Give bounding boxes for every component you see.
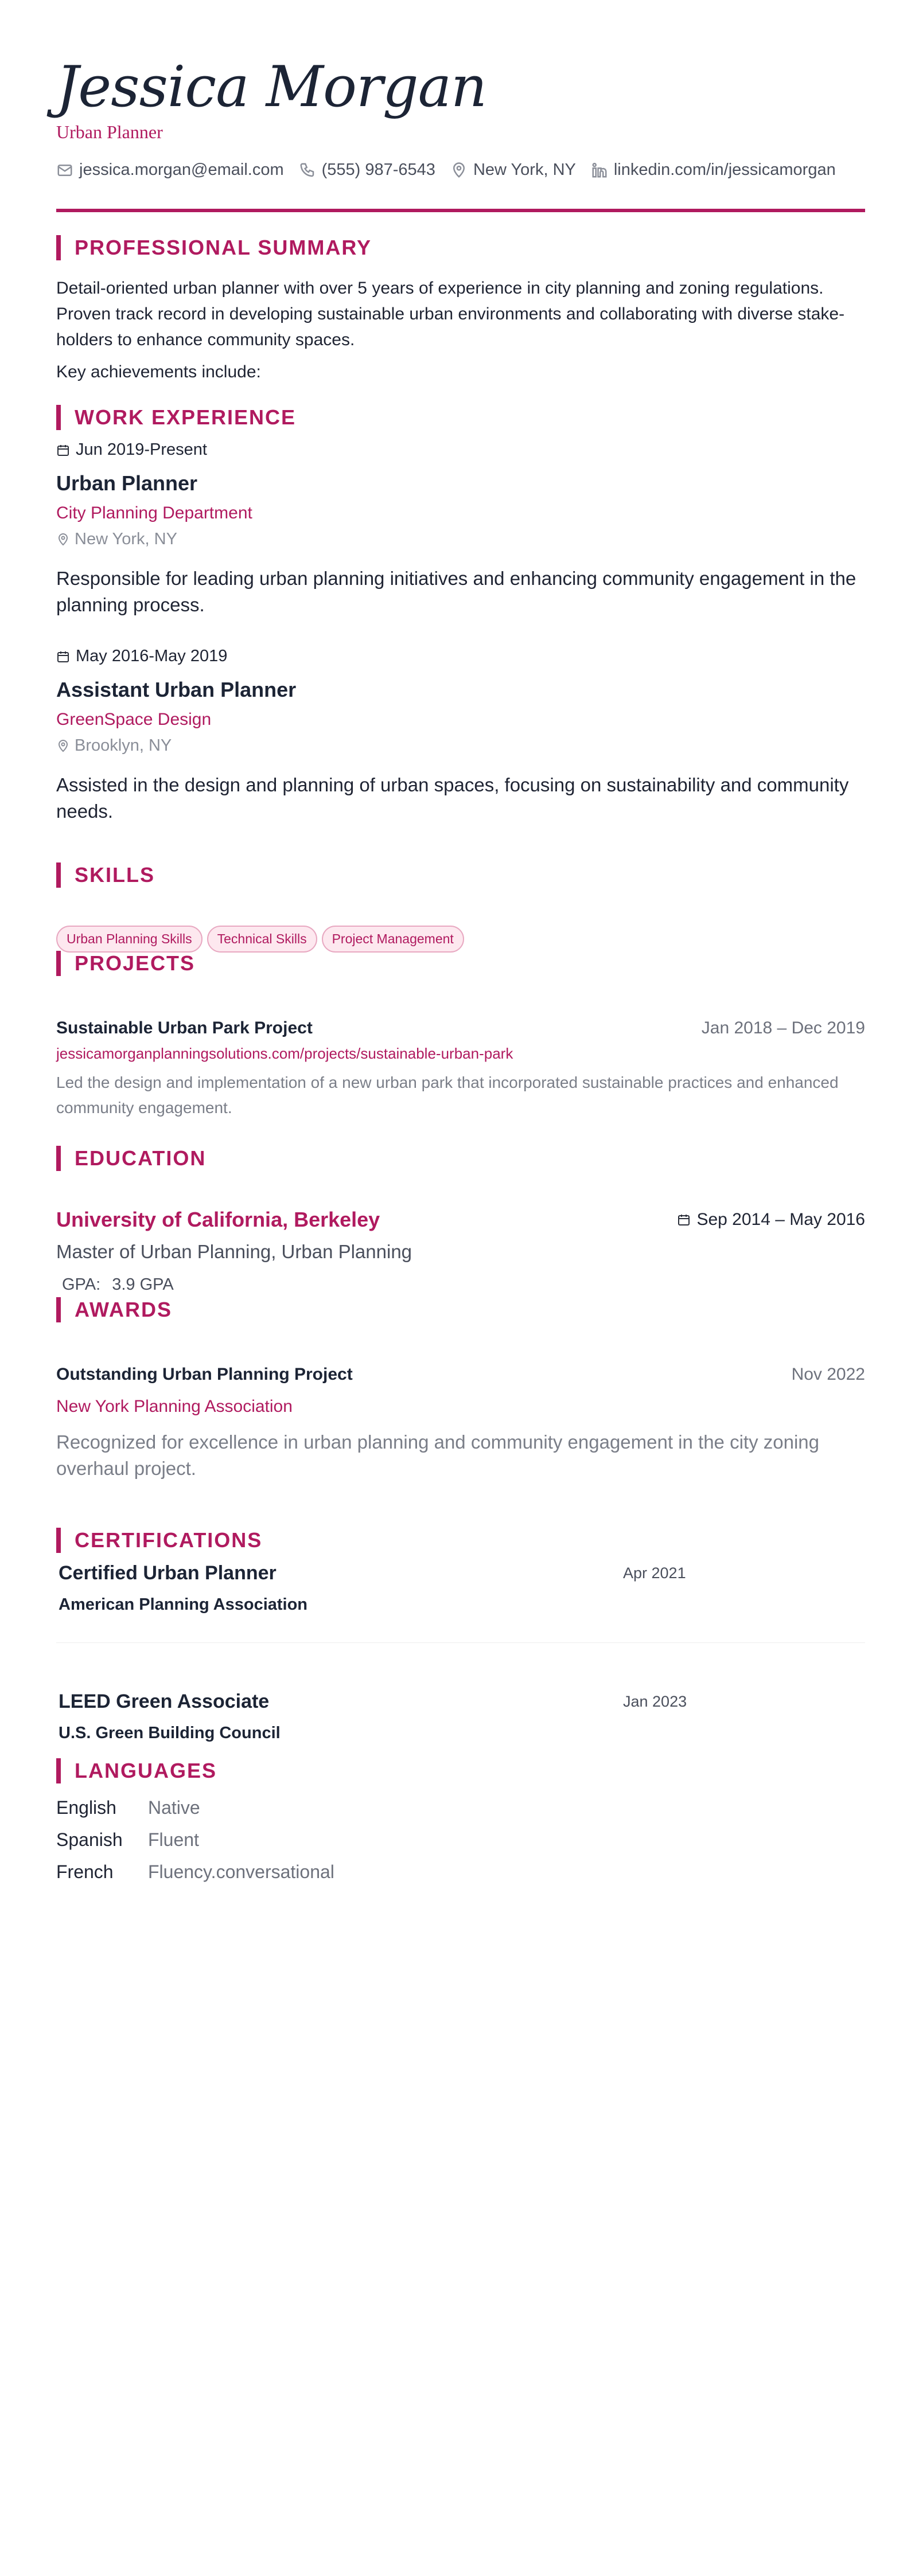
project-dates: Jan 2018 – Dec 2019 (701, 1018, 865, 1037)
calendar-icon (677, 1213, 691, 1227)
education-degree: Master of Urban Planning, Urban Planning (56, 1241, 412, 1262)
project-link[interactable]: jessicamorganplanningsolutions.com/projects/sustainable-urban-park (56, 1045, 513, 1062)
section-education-heading (56, 1146, 206, 1171)
section-accent-bar (56, 235, 61, 260)
header-divider (56, 209, 865, 212)
award-date: Nov 2022 (791, 1365, 865, 1384)
language-row (56, 1797, 200, 1818)
contact-email[interactable] (56, 161, 284, 179)
section-accent-bar (56, 1528, 61, 1553)
education-dates-text: Sep 2014 – May 2016 (696, 1210, 865, 1229)
education-dates (677, 1210, 865, 1230)
location-text: New York, NY (473, 161, 576, 179)
job-dates (56, 647, 227, 666)
skill-chip: Project Management (322, 926, 464, 953)
job-location-text: Brooklyn, NY (75, 736, 172, 755)
candidate-role: Urban Planner (56, 122, 163, 142)
project-description: Led the design and implementation of a new urban park that incorporated sustainable practices and enhanced community engagement. (56, 1074, 839, 1117)
certification-name: LEED Green Associate (59, 1691, 270, 1712)
mail-icon (56, 162, 73, 179)
section-title: PROFESSIONAL SUMMARY (75, 236, 372, 259)
section-certifications-heading (56, 1528, 262, 1553)
section-skills-heading (56, 862, 155, 888)
phone-text: (555) 987-6543 (321, 161, 435, 179)
contact-linkedin[interactable] (591, 161, 836, 179)
award-organization: New York Planning Association (56, 1397, 293, 1416)
section-title: EDUCATION (75, 1146, 207, 1170)
summary-text: Detail-oriented urban planner with over 5 years of experience in city planning and zoning regulations. Proven track record in developing sustainable urban environments and collaborating with diverse stakeholders to enhance community spaces. (56, 279, 845, 349)
certification-issuer: U.S. Green Building Council (59, 1724, 281, 1742)
section-title: CERTIFICATIONS (75, 1528, 263, 1552)
section-accent-bar (56, 1146, 61, 1171)
section-summary-heading (56, 235, 372, 260)
contact-bar (56, 161, 836, 179)
language-level: Fluent (148, 1829, 199, 1850)
section-projects-heading (56, 951, 195, 976)
award-name: Outstanding Urban Planning Project (56, 1365, 353, 1384)
calendar-icon (56, 443, 70, 457)
job-company: City Planning Department (56, 504, 252, 522)
job-location (56, 736, 172, 755)
language-name: Spanish (56, 1829, 123, 1850)
job-title: Urban Planner (56, 471, 198, 495)
language-level: Native (148, 1797, 200, 1818)
section-title: WORK EXPERIENCE (75, 405, 297, 429)
job-dates-text: Jun 2019-Present (76, 440, 207, 459)
section-languages-heading (56, 1758, 217, 1783)
map-pin-icon (450, 162, 468, 179)
section-awards-heading (56, 1297, 172, 1322)
certification-divider (56, 1642, 865, 1643)
contact-phone[interactable] (299, 161, 435, 179)
job-title: Assistant Urban Planner (56, 678, 297, 701)
phone-icon (299, 162, 316, 179)
job-location (56, 530, 177, 549)
section-accent-bar (56, 1758, 61, 1783)
section-title: LANGUAGES (75, 1759, 217, 1782)
map-pin-icon (56, 739, 70, 753)
certification-date: Apr 2021 (623, 1564, 686, 1582)
section-title: PROJECTS (75, 951, 196, 975)
job-description: Responsible for leading urban planning initiatives and enhancing community engagement in the planning process. (56, 568, 857, 615)
section-accent-bar (56, 405, 61, 430)
section-title: AWARDS (75, 1298, 173, 1321)
gpa-label: GPA: (62, 1275, 101, 1294)
certification-date: Jan 2023 (623, 1693, 687, 1710)
language-name: English (56, 1797, 116, 1818)
project-name: Sustainable Urban Park Project (56, 1018, 313, 1037)
job-location-text: New York, NY (75, 530, 177, 548)
section-accent-bar (56, 951, 61, 976)
email-text: jessica.morgan@email.com (79, 161, 284, 179)
section-title: SKILLS (75, 863, 155, 887)
linkedin-text: linkedin.com/in/jessicamorgan (613, 161, 836, 179)
skill-chip: Urban Planning Skills (56, 926, 203, 953)
skills-list (56, 926, 464, 953)
skill-chip: Technical Skills (207, 926, 317, 953)
certification-issuer: American Planning Association (59, 1595, 308, 1614)
calendar-icon (56, 650, 70, 663)
job-dates-text: May 2016-May 2019 (76, 647, 228, 665)
candidate-name: Jessica Morgan (56, 54, 487, 120)
gpa-value: 3.9 GPA (112, 1275, 174, 1294)
contact-location (450, 161, 576, 179)
language-row (56, 1861, 334, 1883)
section-accent-bar (56, 1297, 61, 1322)
certification-name: Certified Urban Planner (59, 1562, 277, 1584)
language-name: French (56, 1861, 114, 1882)
language-level: Fluency.conversational (148, 1861, 334, 1882)
summary-achievements-lead: Key achievements include: (56, 362, 261, 381)
job-dates (56, 440, 207, 459)
linkedin-icon (591, 162, 608, 179)
job-description: Assisted in the design and planning of urban spaces, focusing on sustainability and community needs. (56, 774, 849, 822)
language-row (56, 1829, 199, 1851)
award-description: Recognized for excellence in urban planning and community engagement in the city zoning overhaul project. (56, 1431, 819, 1479)
section-experience-heading (56, 405, 296, 430)
education-gpa (62, 1275, 174, 1294)
section-accent-bar (56, 862, 61, 888)
job-company: GreenSpace Design (56, 710, 212, 729)
map-pin-icon (56, 533, 70, 547)
education-school: University of California, Berkeley (56, 1208, 380, 1231)
